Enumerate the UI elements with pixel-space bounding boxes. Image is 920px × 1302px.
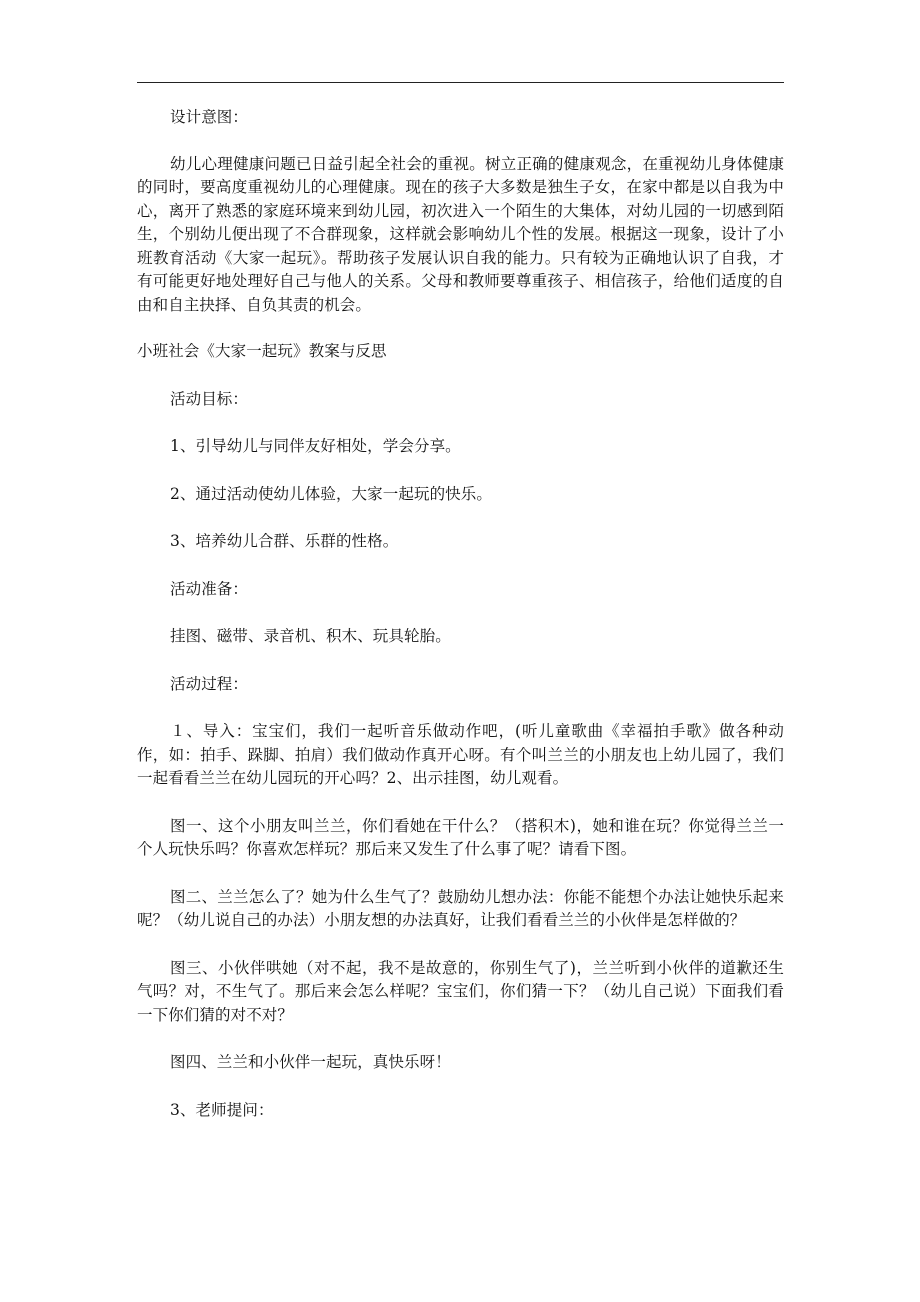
- process-figure-4: 图四、兰兰和小伙伴一起玩，真快乐呀！: [170, 1053, 451, 1071]
- document-body: [137, 106, 784, 1122]
- goal-item-2: 2、通过活动使幼儿体验，大家一起玩的快乐。: [170, 484, 492, 503]
- process-step-intro: １、导入：宝宝们，我们一起听音乐做动作吧，(听儿童歌曲《幸福拍手歌》做各种动作，如：拍手、跺脚、拍肩）我们做动作真开心呀。有个叫兰兰的小朋友也上幼儿园了，我们一起看看兰兰在幼儿园玩的开心吗？2、出示挂图，幼儿观看。: [137, 722, 784, 787]
- prep-materials: 挂图、磁带、录音机、积木、玩具轮胎。: [170, 627, 451, 645]
- process-figure-1: 图一、这个小朋友叫兰兰，你们看她在干什么？（搭积木)，她和谁在玩？你觉得兰兰一个人玩快乐吗？你喜欢怎样玩？那后来又发生了什么事了呢？请看下图。: [137, 816, 784, 858]
- process-figure-2: 图二、兰兰怎么了？她为什么生气了？鼓励幼儿想办法：你能不能想个办法让她快乐起来呢？（幼儿说自己的办法）小朋友想的办法真好，让我们看看兰兰的小伙伴是怎样做的？: [137, 887, 784, 929]
- heading-design-intent: 设计意图：: [170, 108, 249, 126]
- process-step-teacher-questions: 3、老师提问：: [170, 1100, 274, 1119]
- goal-item-3: 3、培养幼儿合群、乐群的性格。: [170, 532, 399, 550]
- goal-item-1: 1、引导幼儿与同伴友好相处，学会分享。: [170, 437, 461, 455]
- header-rule: [137, 82, 784, 83]
- design-intent-paragraph: 幼儿心理健康问题已日益引起全社会的重视。树立正确的健康观念，在重视幼儿身体健康的同时，要高度重视幼儿的心理健康。现在的孩子大多数是独生子女，在家中都是以自我为中心，离开了熟悉的家庭环境来到幼儿园，初次进入一个陌生的大集体，对幼儿园的一切感到陌生，个别幼儿便出现了不合群现象，这样就会影响幼儿个性的发展。根据这一现象，设计了小班教育活动《大家一起玩》。帮助孩子发展认识自我的能力。只有较为正确地认识了自我，才有可能更好地处理好自己与他人的关系。父母和教师要尊重孩子、相信孩子，给他们适度的自由和自主抉择、自负其责的机会。: [137, 154, 784, 314]
- heading-activity-prep: 活动准备：: [170, 579, 249, 598]
- heading-activity-goals: 活动目标：: [170, 389, 249, 408]
- process-figure-3: 图三、小伙伴哄她（对不起，我不是故意的，你别生气了)，兰兰听到小伙伴的道歉还生气吗？对，不生气了。那后来会怎么样呢？宝宝们，你们猜一下？（幼儿自己说）下面我们看一下你们猜的对不对？: [137, 958, 784, 1024]
- heading-activity-process: 活动过程：: [170, 674, 249, 693]
- lesson-title: 小班社会《大家一起玩》教案与反思: [137, 342, 387, 360]
